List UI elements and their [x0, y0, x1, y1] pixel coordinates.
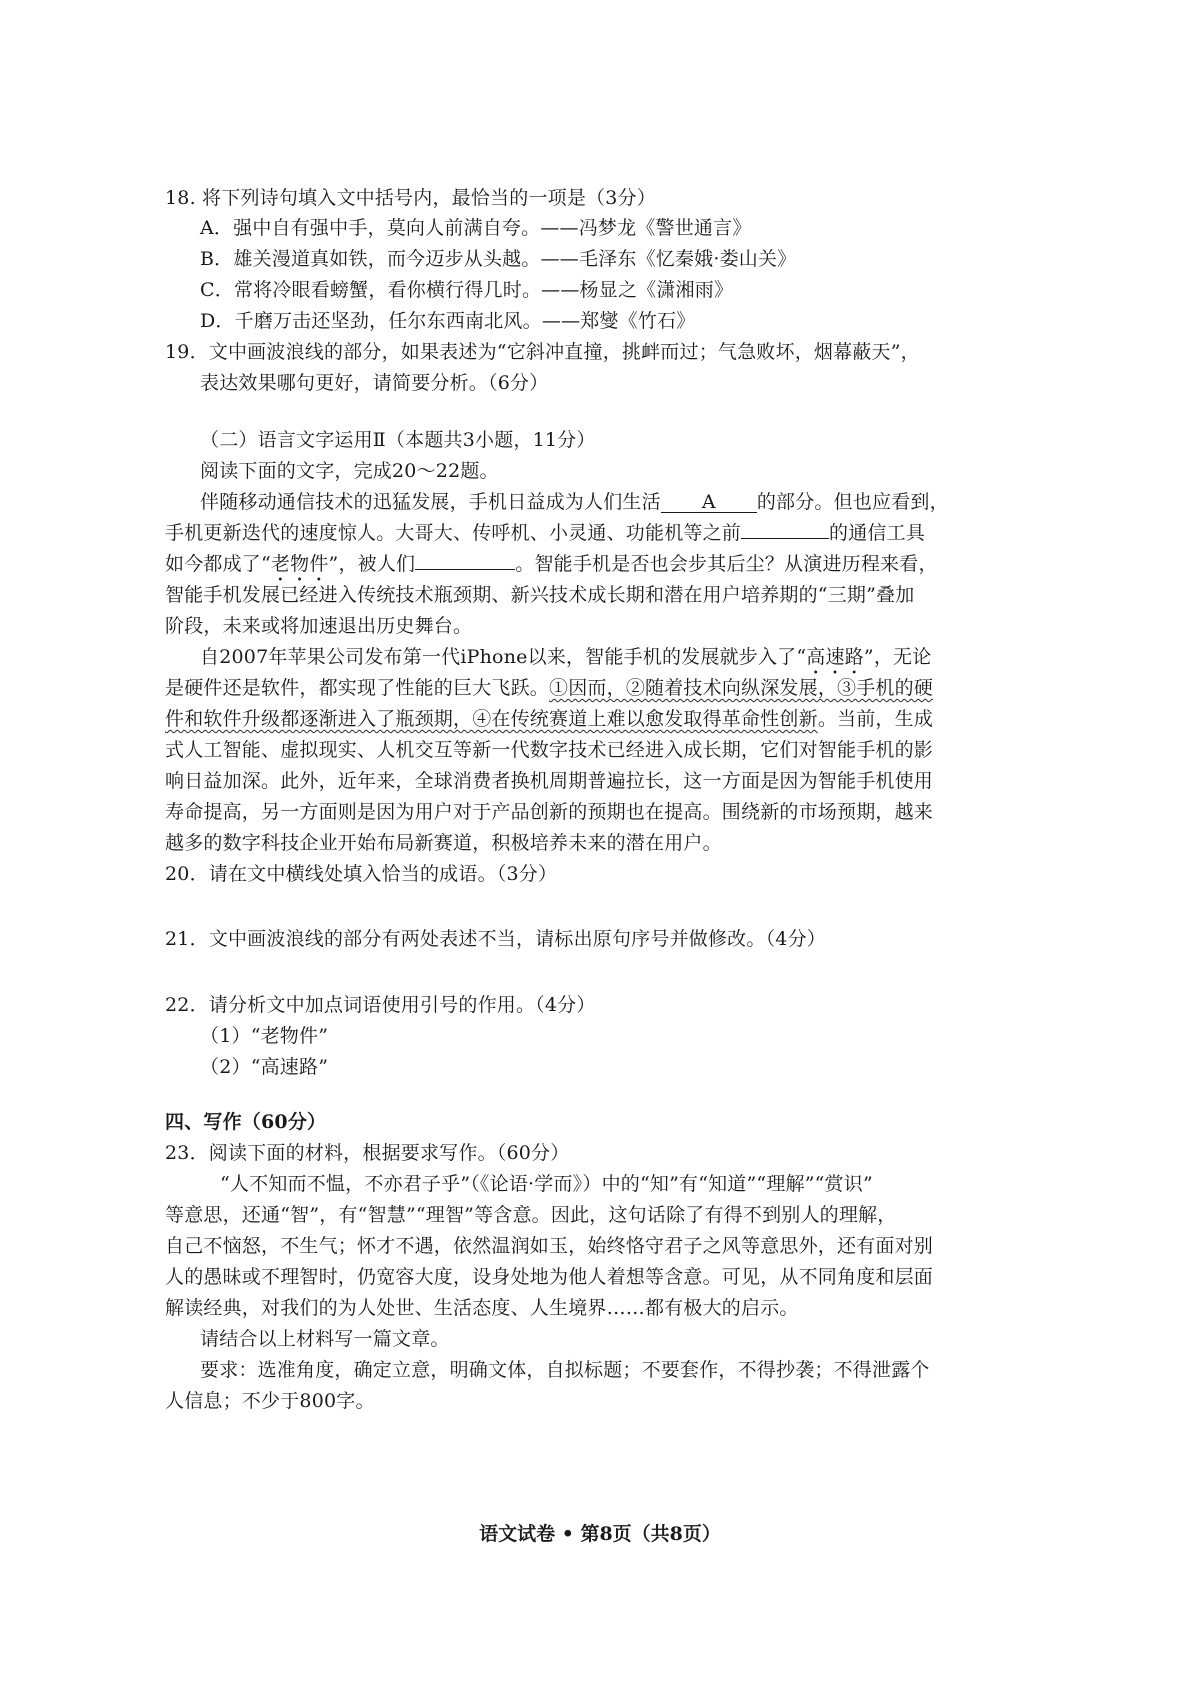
wavy-underlined-text: 件和软件升级都逐渐进入了瓶颈期，④在传统赛道上难以愈发取得革命性创新 — [165, 708, 818, 730]
q23-material-line4: 人的愚昧或不理智时，仍宽容大度，设身处地为他人着想等含意。可见，从不同角度和层面 — [165, 1266, 934, 1288]
q18-option-b: B．雄关漫道真如铁，而今迈步从头越。——毛泽东《忆秦娥·娄山关》 — [200, 248, 797, 270]
passage-text: 的部分。但也应看到， — [756, 491, 949, 513]
passage-text: 是硬件还是软件，都实现了性能的巨大飞跃。 — [165, 677, 550, 699]
q23-material-line3: 自己不恼怒，不生气；怀才不遇，依然温润如玉，始终恪守君子之风等意思外，还有面对别 — [165, 1235, 934, 1257]
passage-p2-line6: 寿命提高，另一方面则是因为用户对于产品创新的预期也在提高。围绕新的市场预期，越来 — [165, 801, 934, 823]
q19-stem-line1: 19．文中画波浪线的部分，如果表述为“它斜冲直撞，挑衅而过；气急败坏，烟幕蔽天”， — [165, 341, 920, 363]
passage-text: 。智能手机是否也会步其后尘？从演进历程来看， — [515, 553, 938, 575]
q18-option-d: D．千磨万击还坚劲，任尔东西南北风。——郑燮《竹石》 — [200, 310, 696, 332]
dotted-word-lao-wu-jian: 老物件 — [270, 553, 329, 575]
q23-material-line2: 等意思，还通“智”，有“智慧”“理智”等含意。因此，这句话除了有得不到别人的理解， — [165, 1204, 897, 1226]
passage-text: ”，被人们 — [328, 553, 416, 575]
passage-text: 如今都成了“ — [165, 553, 271, 575]
section2-title: （二）语言文字运用Ⅱ（本题共3小题，11分） — [200, 429, 596, 451]
passage-text: 。当前，生成 — [817, 708, 934, 730]
dotted-word-gao-su-lu: 高速路 — [806, 646, 864, 668]
passage-text: 的通信工具 — [829, 522, 926, 544]
wavy-underlined-text: ①因而，②随着技术向纵深发展，③手机的硬 — [549, 677, 934, 699]
passage-text: ”，无论 — [863, 646, 932, 668]
passage-p2-line1 — [200, 645, 931, 679]
q19-stem-line2: 表达效果哪句更好，请简要分析。（6分） — [200, 372, 549, 394]
passage-text: 伴随移动通信技术的迅猛发展，手机日益成为人们生活 — [200, 491, 661, 513]
q18-option-c: C．常将冷眼看螃蟹，看你横行得几时。——杨显之《潇湘雨》 — [200, 279, 734, 301]
q21-stem: 21．文中画波浪线的部分有两处表述不当，请标出原句序号并做修改。（4分） — [165, 928, 826, 950]
passage-p2-line3 — [165, 707, 933, 731]
blank-c — [415, 569, 515, 570]
passage-p1-line3 — [165, 552, 938, 586]
q18-option-a: A．强中自有强中手，莫向人前满自夸。——冯梦龙《警世通言》 — [200, 217, 752, 239]
passage-p2-line2 — [165, 676, 933, 700]
q22-item-2: （2）“高速路” — [200, 1056, 329, 1078]
section4-title: 四、写作（60分） — [165, 1111, 327, 1133]
section2-instruction: 阅读下面的文字，完成20～22题。 — [200, 460, 499, 482]
q18-stem: 18. 将下列诗句填入文中括号内，最恰当的一项是（3分） — [165, 187, 656, 209]
passage-p1-line1 — [200, 490, 949, 514]
q23-prompt: 请结合以上材料写一篇文章。 — [200, 1328, 450, 1350]
blank-b — [741, 538, 829, 539]
passage-p2-line4: 式人工智能、虚拟现实、人机交互等新一代数字技术已经进入成长期，它们对智能手机的影 — [165, 739, 934, 761]
q23-material-line5: 解读经典，对我们的为人处世、生活态度、人生境界……都有极大的启示。 — [165, 1297, 799, 1319]
passage-p2-line5: 响日益加深。此外，近年来，全球消费者换机周期普遍拉长，这一方面是因为智能手机使用 — [165, 770, 934, 792]
passage-text: 自2007年苹果公司发布第一代iPhone以来，智能手机的发展就步入了“ — [200, 646, 807, 668]
q22-item-1: （1）“老物件” — [200, 1025, 329, 1047]
q23-requirements-line2: 人信息；不少于800字。 — [165, 1390, 375, 1412]
passage-p1-line5: 阶段，未来或将加速退出历史舞台。 — [165, 615, 473, 637]
blank-a: A — [661, 492, 757, 513]
passage-p2-line7: 越多的数字科技企业开始布局新赛道，积极培养未来的潜在用户。 — [165, 832, 722, 854]
passage-text: 手机更新迭代的速度惊人。大哥大、传呼机、小灵通、功能机等之前 — [165, 522, 742, 544]
q22-stem: 22．请分析文中加点词语使用引号的作用。（4分） — [165, 994, 596, 1016]
passage-p1-line2 — [165, 521, 925, 545]
q23-material-line1: “人不知而不愠，不亦君子乎”（《论语·学而》）中的“知”有“知道”“理解”“赏识” — [220, 1173, 873, 1195]
passage-p1-line4: 智能手机发展已经进入传统技术瓶颈期、新兴技术成长期和潜在用户培养期的“三期”叠加 — [165, 584, 915, 606]
q23-requirements-line1: 要求：选准角度，确定立意，明确文体，自拟标题；不要套作，不得抄袭；不得泄露个 — [200, 1359, 930, 1381]
q23-stem: 23．阅读下面的材料，根据要求写作。（60分） — [165, 1142, 570, 1164]
q20-stem: 20．请在文中横线处填入恰当的成语。（3分） — [165, 863, 558, 885]
page-footer: 语文试卷 • 第8页（共8页） — [479, 1523, 721, 1545]
